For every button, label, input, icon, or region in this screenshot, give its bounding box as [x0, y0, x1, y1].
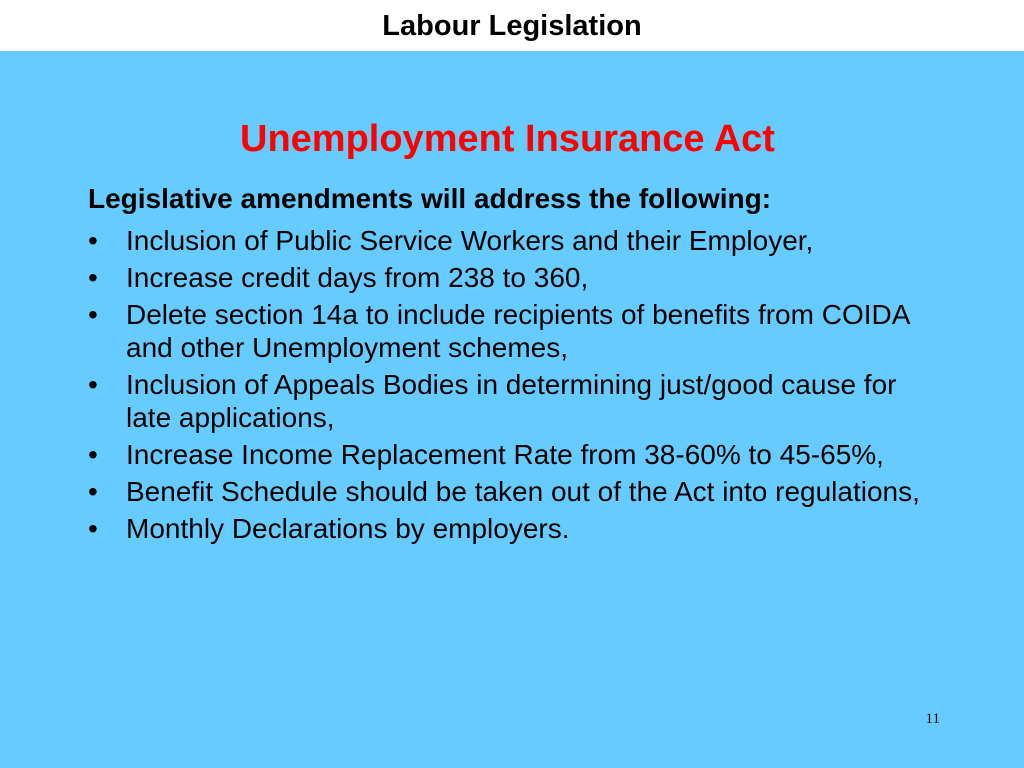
bullet-item: [88, 368, 926, 434]
bullet-text: Increase credit days from 238 to 360,: [126, 262, 589, 293]
bullet-item: [88, 224, 926, 257]
bullet-icon: •: [88, 369, 98, 400]
bullet-icon: •: [88, 299, 98, 330]
bullet-item: [88, 298, 926, 364]
bullet-list: [88, 224, 938, 545]
bullet-icon: •: [88, 439, 98, 470]
bullet-icon: •: [88, 476, 98, 507]
bullet-text: Delete section 14a to include recipients of benefits from COIDA and other Unemployment schemes,: [126, 299, 909, 363]
header-bar: [0, 0, 1024, 51]
bullet-item: [88, 475, 926, 508]
bullet-text: Benefit Schedule should be taken out of the Act into regulations,: [126, 476, 920, 507]
bullet-icon: •: [88, 262, 98, 293]
bullet-icon: •: [88, 225, 98, 256]
bullet-text: Increase Income Replacement Rate from 38-60% to 45-65%,: [126, 439, 884, 470]
header-title: Labour Legislation: [382, 10, 642, 42]
bullet-text: Monthly Declarations by employers.: [126, 513, 570, 544]
bullet-icon: •: [88, 513, 98, 544]
bullet-item: [88, 438, 926, 471]
page-number: 11: [925, 711, 940, 727]
bullet-item: [88, 261, 926, 294]
slide-content: [88, 182, 938, 549]
slide-title: Unemployment Insurance Act: [240, 118, 775, 160]
bullet-item: [88, 512, 926, 545]
bullet-text: Inclusion of Public Service Workers and their Employer,: [126, 225, 814, 256]
bullet-text: Inclusion of Appeals Bodies in determining just/good cause for late applications,: [126, 369, 897, 433]
intro-text: Legislative amendments will address the following:: [88, 183, 772, 214]
